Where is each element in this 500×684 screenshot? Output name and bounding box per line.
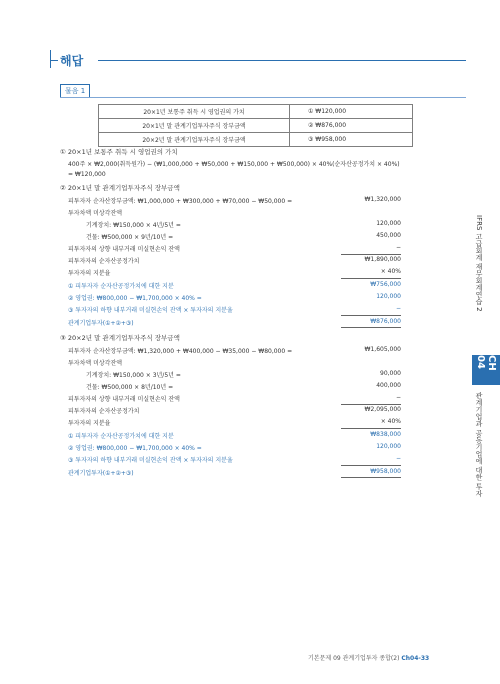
list-amount: 120,000	[376, 293, 401, 300]
sum-rule	[341, 477, 401, 478]
page-number: Ch04-33	[401, 655, 430, 662]
table-row	[99, 119, 413, 133]
list-amount: 120,000	[376, 220, 401, 227]
list-item: 기계장치: ₩150,000 × 4년/5년 =	[86, 222, 181, 229]
list-amount: 120,000	[376, 443, 401, 450]
footer	[308, 653, 429, 662]
page-title: 해답	[60, 54, 84, 68]
list-amount: ₩756,000	[370, 281, 401, 288]
list-item: 관계기업투자(①+②+③)	[68, 470, 134, 477]
list-item: 피투자자의 순자산공정가치	[68, 408, 140, 415]
sum-rule	[341, 404, 401, 405]
list-amount: ₩958,000	[370, 468, 401, 475]
list-amount: × 40%	[380, 418, 401, 425]
title-rule-left	[50, 60, 58, 61]
list-amount: ₩838,000	[370, 431, 401, 438]
section2-title: ② 20×1년 말 관계기업투자주식 장부금액	[60, 184, 180, 192]
summary-label: 20×1년 말 관계기업투자주식 장부금액	[99, 119, 290, 133]
list-item: ③ 투자자의 하향 내부거래 미실현손익 잔액 × 투자자의 지분율	[68, 457, 233, 464]
sum-rule	[341, 465, 401, 466]
list-amount: ₩2,095,000	[364, 406, 401, 413]
list-item: ③ 투자자의 하향 내부거래 미실현손익 잔액 × 투자자의 지분율	[68, 307, 233, 314]
summary-value: ① ₩120,000	[290, 105, 413, 119]
list-amount: 450,000	[376, 232, 401, 239]
sum-rule	[341, 315, 401, 316]
table-row	[99, 105, 413, 119]
list-item: ② 영업권: ₩800,000 − ₩1,700,000 × 40% =	[68, 295, 202, 302]
list-item: 관계기업투자(①+②+③)	[68, 320, 134, 327]
list-item: 건물: ₩500,000 × 8년/10년 =	[86, 384, 174, 391]
list-amount: −	[395, 244, 401, 251]
list-amount: ₩1,320,000	[364, 196, 401, 203]
list-item: ① 피투자자 순자산공정가치에 대한 지분	[68, 433, 174, 440]
side-chapter-title: 관계기업과 공동기업에 대한 투자	[475, 392, 483, 497]
chapter-tab: CH 04	[472, 355, 500, 385]
title-rule	[98, 60, 466, 61]
question-rule	[60, 97, 466, 98]
table-row	[99, 133, 413, 147]
list-item: ② 영업권: ₩800,000 − ₩1,700,000 × 40% =	[68, 445, 202, 452]
list-item: 투자차액 미상각잔액	[68, 210, 123, 217]
sum-rule	[341, 428, 401, 429]
section1-title: ① 20×1년 보통주 취득 시 영업권의 가치	[60, 148, 178, 156]
summary-label: 20×2년 말 관계기업투자주식 장부금액	[99, 133, 290, 147]
list-item: 투자자의 지분율	[68, 420, 111, 427]
list-amount: −	[395, 394, 401, 401]
sum-rule	[341, 278, 401, 279]
list-item: 건물: ₩500,000 × 9년/10년 =	[86, 234, 174, 241]
summary-label: 20×1년 보통주 취득 시 영업권의 가치	[99, 105, 290, 119]
question-badge: 물음 1	[60, 84, 90, 98]
sum-rule	[341, 254, 401, 255]
side-book-title: IFRS 고급회계 재무회계연습 2	[475, 215, 483, 312]
list-amount: × 40%	[380, 268, 401, 275]
sum-rule	[341, 327, 401, 328]
list-item: 피투자자 순자산장부금액: ₩1,320,000 + ₩400,000 − ₩35,000 − ₩80,000 =	[68, 348, 293, 355]
list-amount: 400,000	[376, 382, 401, 389]
list-item: 피투자자의 상향 내부거래 미실현손익 잔액	[68, 246, 180, 253]
summary-value: ② ₩876,000	[290, 119, 413, 133]
list-amount: −	[395, 305, 401, 312]
list-amount: ₩1,605,000	[364, 346, 401, 353]
section1-formula: 400주 × ₩2,000(취득원가) − (₩1,000,000 + ₩50,000 + ₩150,000 + ₩500,000) × 40%(순자산공정가치 × 40%)	[68, 161, 400, 168]
list-item: ① 피투자자 순자산공정가치에 대한 지분	[68, 283, 174, 290]
list-item: 투자자의 지분율	[68, 270, 111, 277]
list-amount: ₩1,890,000	[364, 256, 401, 263]
list-amount: ₩876,000	[370, 318, 401, 325]
section1-result: = ₩120,000	[68, 171, 106, 178]
list-item: 피투자자 순자산장부금액: ₩1,000,000 + ₩300,000 + ₩70,000 − ₩50,000 =	[68, 198, 293, 205]
section3-title: ③ 20×2년 말 관계기업투자주식 장부금액	[60, 334, 180, 342]
title-tick	[50, 50, 51, 68]
footer-text: 기본문제 09 관계기업투자 종합(2)	[308, 655, 400, 662]
list-item: 투자차액 미상각잔액	[68, 360, 123, 367]
summary-value: ③ ₩958,000	[290, 133, 413, 147]
list-amount: 90,000	[380, 370, 401, 377]
list-item: 피투자자의 상향 내부거래 미실현손익 잔액	[68, 396, 180, 403]
list-item: 피투자자의 순자산공정가치	[68, 258, 140, 265]
list-item: 기계장치: ₩150,000 × 3년/5년 =	[86, 372, 181, 379]
list-amount: −	[395, 455, 401, 462]
summary-table	[98, 104, 413, 147]
